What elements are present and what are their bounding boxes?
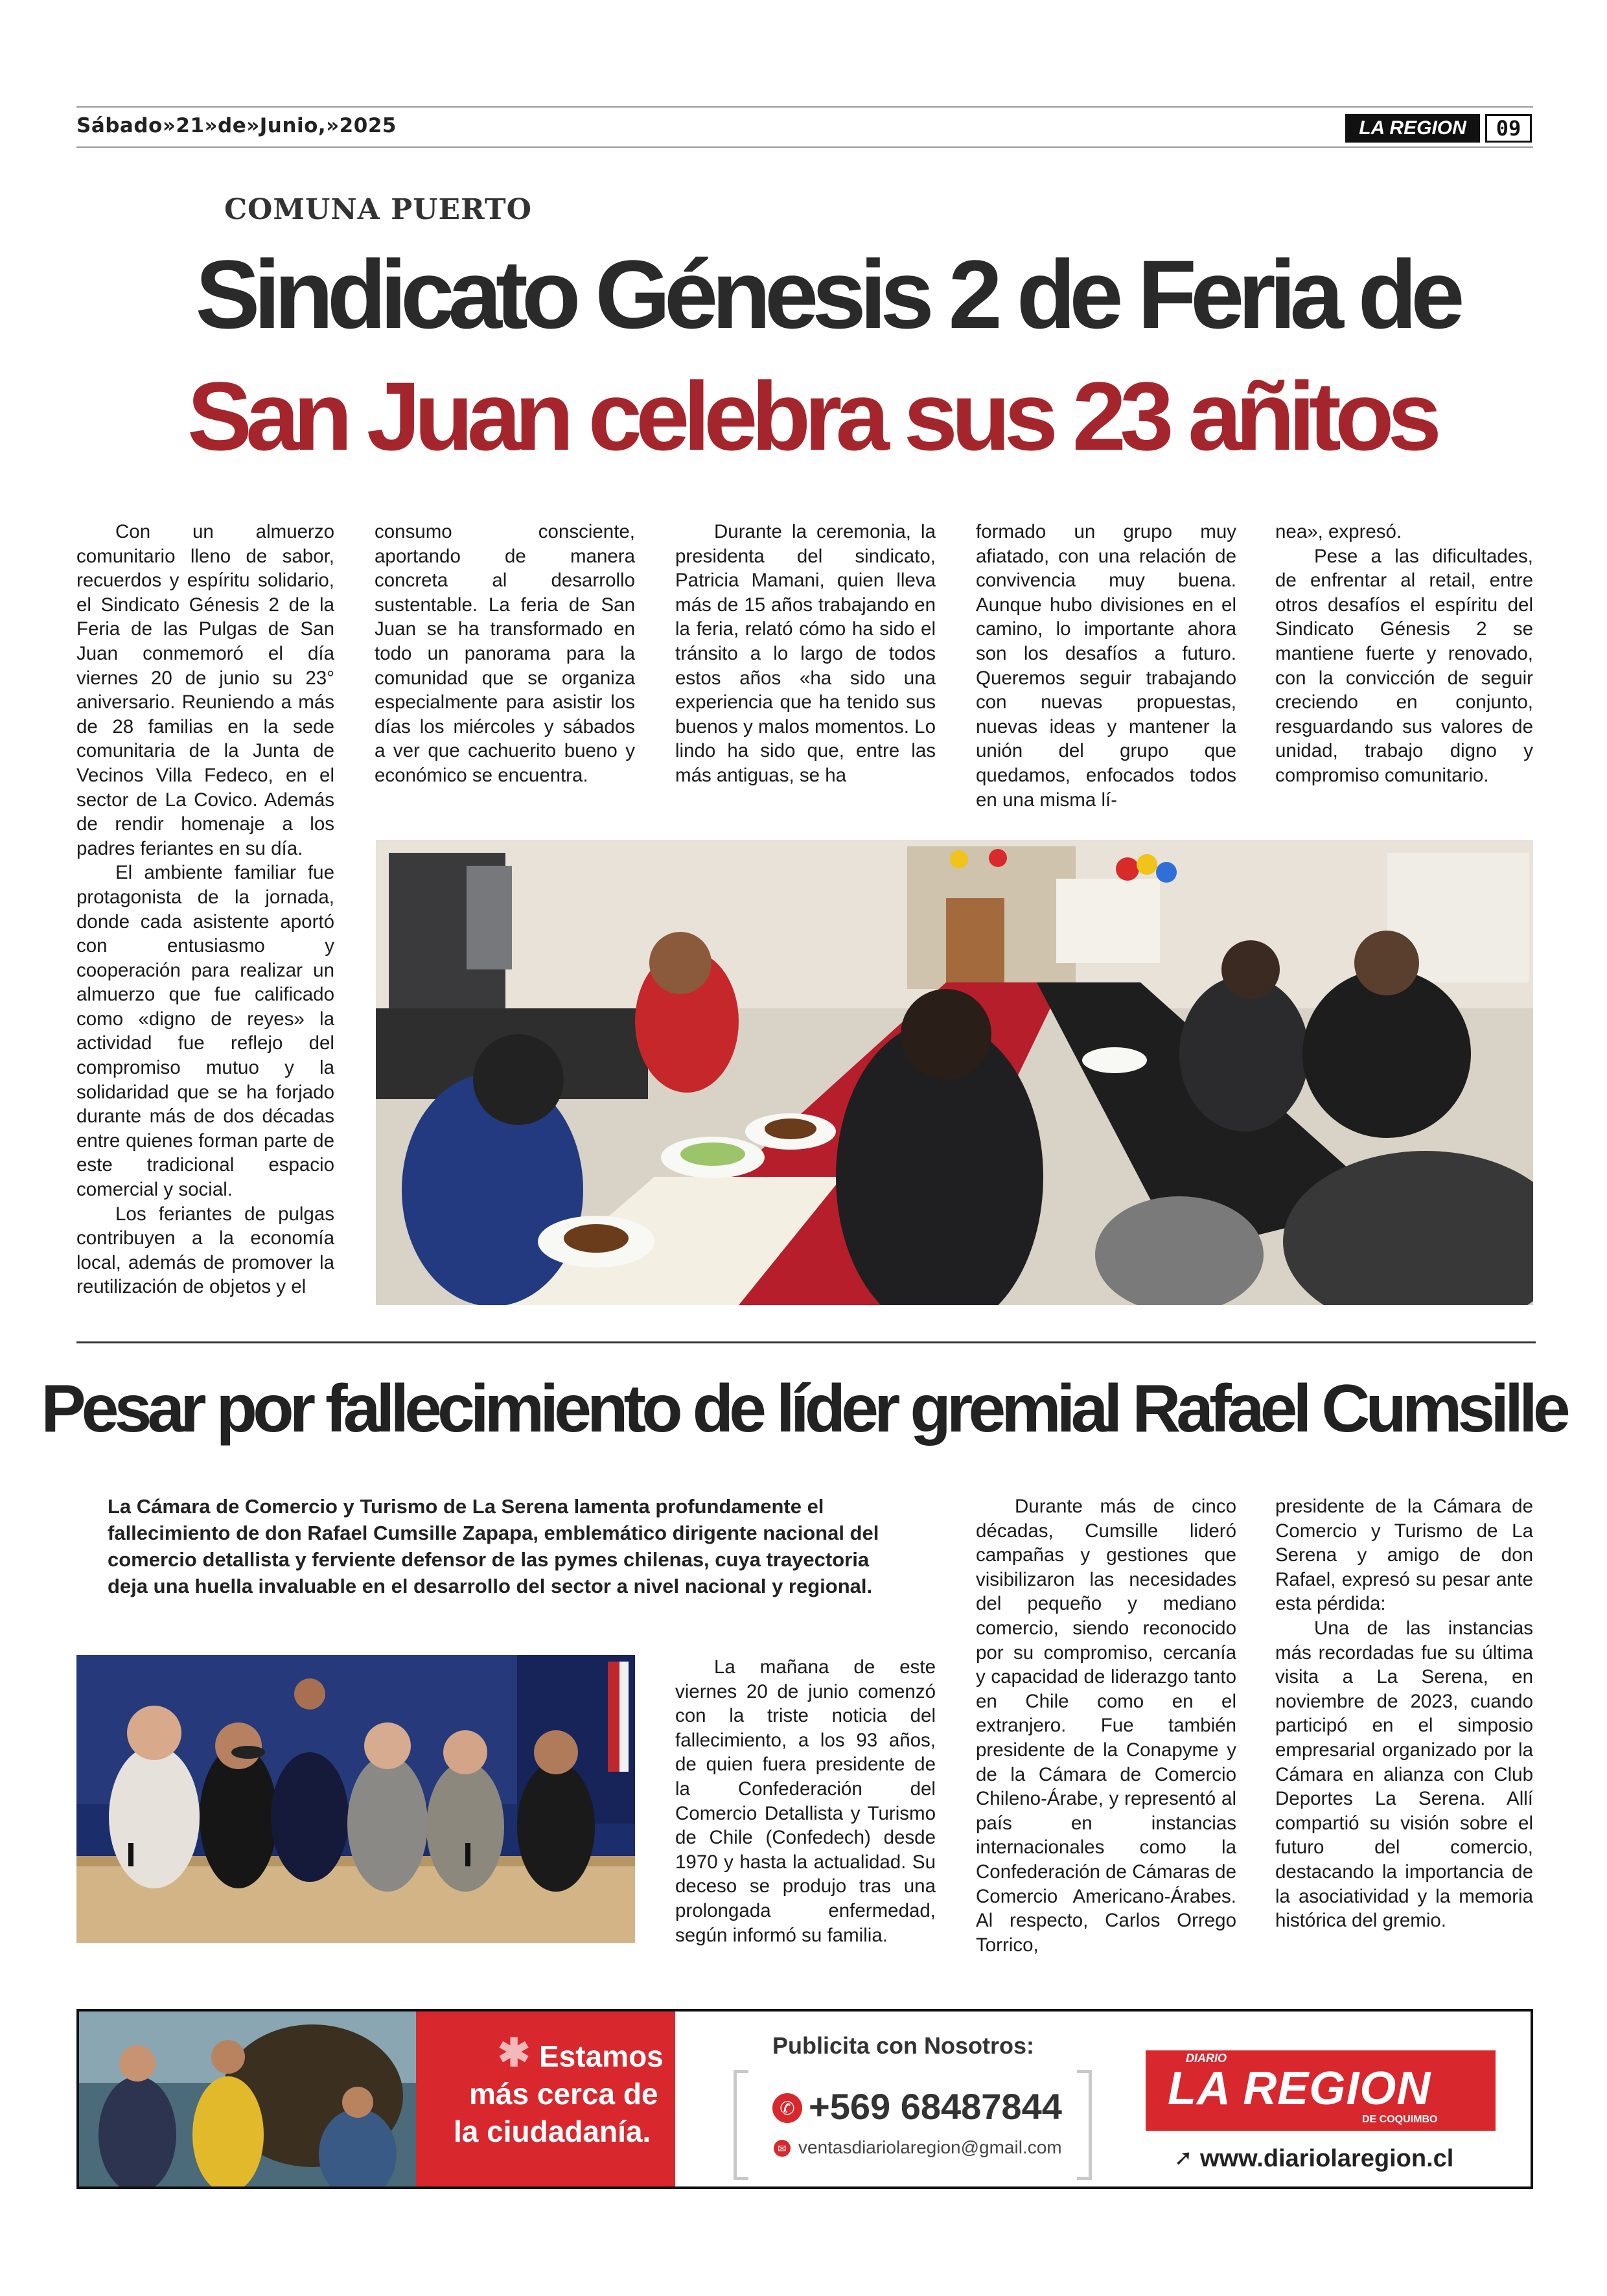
article2-title: Pesar por fallecimiento de líder gremial Rafael Cumsille <box>41 1371 1566 1446</box>
paragraph: Los feriantes de pulgas contribuyen a la economía local, además de promover la reutilización de objetos y el <box>76 1203 334 1298</box>
slogan-line1: Estamos <box>539 2039 664 2073</box>
article2-column-4 <box>976 1494 1236 1957</box>
paragraph: Durante la ceremonia, la presidenta del sindicato, Patricia Mamani, quien lleva más de 15 años trabajando en la feria, relató cómo ha sido el tránsito a lo largo de todos estos años «ha sido una experiencia que ha tenido sus buenos y malos momentos. Lo lindo ha sido que, entre las más antiguas, se ha <box>675 521 936 786</box>
paragraph: Durante más de cinco décadas, Cumsille lideró campañas y gestiones que visibilizaron las necesidades del pequeño y mediano comercio, siendo reconocido por su compromiso, cercanía y capacidad de liderazgo tanto en Chile como en el extranjero. Fue también presidente de la Conapyme y de la Cámara de Comercio Chileno-Árabe, y representó al país en instancias internacionales como la Confederación de Cámaras de Comercio Americano-Árabes. Al respecto, Carlos Orrego Torrico, <box>976 1496 1236 1956</box>
ad-logo-main: LA REGION <box>1168 2063 1431 2115</box>
page-number: 09 <box>1485 114 1532 143</box>
article2-column-3 <box>675 1655 936 1947</box>
section-kicker: COMUNA PUERTO <box>224 193 532 226</box>
website-link[interactable]: www.diariolaregion.cl <box>1200 2145 1454 2172</box>
header-bottom-rule <box>76 146 1533 148</box>
email-address[interactable]: ventasdiariolaregion@gmail.com <box>798 2137 1062 2157</box>
leaders-group-photo <box>76 1655 635 1943</box>
paragraph: El ambiente familiar fue protagonista de la jornada, donde cada asistente aportó con entusiasmo y cooperación para realizar un almuerzo que fue calificado como «digno de reyes» la actividad fue reflejo del compromiso mutuo y la solidaridad que se ha forjado durante más de dos décadas entre quienes forman parte de este tradicional espacio comercial y social. <box>76 862 334 1201</box>
article1-column-4 <box>976 520 1236 812</box>
phone-icon: ✆ <box>772 2093 802 2123</box>
article1-column-2 <box>375 520 635 788</box>
issue-date: Sábado»21»de»Junio,»2025 <box>76 114 397 137</box>
article1-column-3 <box>675 520 936 788</box>
section-divider <box>76 1341 1536 1343</box>
fishermen-photo <box>79 2012 416 2186</box>
paragraph: nea», expresó. <box>1275 521 1402 542</box>
community-lunch-photo <box>376 840 1533 1305</box>
paragraph: Con un almuerzo comunitario lleno de sabor, recuerdos y espíritu solidario, el Sindicato Génesis 2 de la Feria de las Pulgas de San Juan conmemoró el día viernes 20 de junio su 23° aniversario. Reuniendo a más de 28 familias en la sede comunitaria de la Junta de Vecinos Villa Fedeco, en el sector de La Covico. Además de rendir homenaje a los padres feriantes en su día. <box>76 521 334 859</box>
slogan-line3: la ciudadanía. <box>454 2115 651 2148</box>
article1-column-5 <box>1275 520 1533 788</box>
asterisk-icon: ✱ <box>498 2031 531 2074</box>
paragraph: formado un grupo muy afiatado, con una relación de convivencia muy buena. Aunque hubo divisiones en el camino, lo importante ahora son los desafíos a futuro. Queremos seguir trabajando con nuevas propuestas, nuevas ideas y mantener la unión del grupo que quedamos, enfocados todos en una misma lí- <box>976 521 1236 811</box>
phone-number[interactable]: +569 68487844 <box>809 2086 1062 2127</box>
advertisement-banner[interactable] <box>76 2009 1533 2189</box>
ad-logo-top: DIARIO <box>1186 2052 1227 2065</box>
contact-bracket-right <box>1077 2070 1092 2180</box>
paragraph: consumo consciente, aportando de manera concreta al desarrollo sustentable. La feria de San Juan se ha transformado en todo un panorama para la comunidad que se organiza especialmente para asistir los días los miércoles y sábados a ver que cachuerito bueno y económico se encuentra. <box>375 521 635 786</box>
article2-lead: La Cámara de Comercio y Turismo de La Serena lamenta profundamente el fallecimiento de don Rafael Cumsille Zapapa, emblemático dirigente nacional del comercio detallista y ferviente defensor de las pymes chilenas, cuya trayectoria deja una huella invaluable en el desarrollo del sector a nivel nacional y regional. <box>108 1495 879 1597</box>
paragraph: Una de las instancias más recordadas fue su última visita a La Serena, en noviembre de 2023, cuando participó en el simposio empresarial organizado por la Cámara en alianza con Club Deportes La Serena. Allí compartió su visión sobre el futuro del comercio, destacando la importancia de la asociatividad y la memoria histórica del gremio. <box>1275 1617 1533 1932</box>
contact-bracket-left <box>734 2070 748 2180</box>
ad-logo-sub: DE COQUIMBO <box>1362 2114 1438 2125</box>
article1-title-line2: San Juan celebra sus 23 añitos <box>187 362 1435 470</box>
paragraph: La mañana de este viernes 20 de junio comenzó con la triste noticia del fallecimiento, a los 93 años, de quien fuera presidente de la Confederación del Comercio Detallista y Turismo de Chile (Confedech) desde 1970 y hasta la actualidad. Su deceso se produjo tras una prolongada enfermedad, según informó su familia. <box>675 1656 936 1946</box>
email-icon: ✉ <box>774 2140 791 2157</box>
brand-box: LA REGION <box>1345 114 1480 143</box>
paragraph: presidente de la Cámara de Comercio y Turismo de La Serena y amigo de don Rafael, expresó su pesar ante esta pérdida: <box>1275 1496 1533 1615</box>
slogan-line2: más cerca de <box>469 2077 658 2111</box>
header-top-rule <box>76 106 1533 108</box>
article1-title-line1: Sindicato Génesis 2 de Feria de <box>195 240 1459 349</box>
publicita-label: Publicita con Nosotros: <box>772 2032 1035 2059</box>
cursor-arrow-icon: ➚ <box>1174 2145 1193 2171</box>
article2-column-5 <box>1275 1494 1533 1933</box>
paragraph: Pese a las dificultades, de enfrentar al retail, entre otros desafíos el espíritu del Sindicato Génesis 2 se mantiene fuerte y renovado, con la convicción de seguir creciendo en conjunto, resguardando sus valores de unidad, trabajo digno y compromiso comunitario. <box>1275 545 1533 786</box>
article1-column-1 <box>76 520 334 1299</box>
